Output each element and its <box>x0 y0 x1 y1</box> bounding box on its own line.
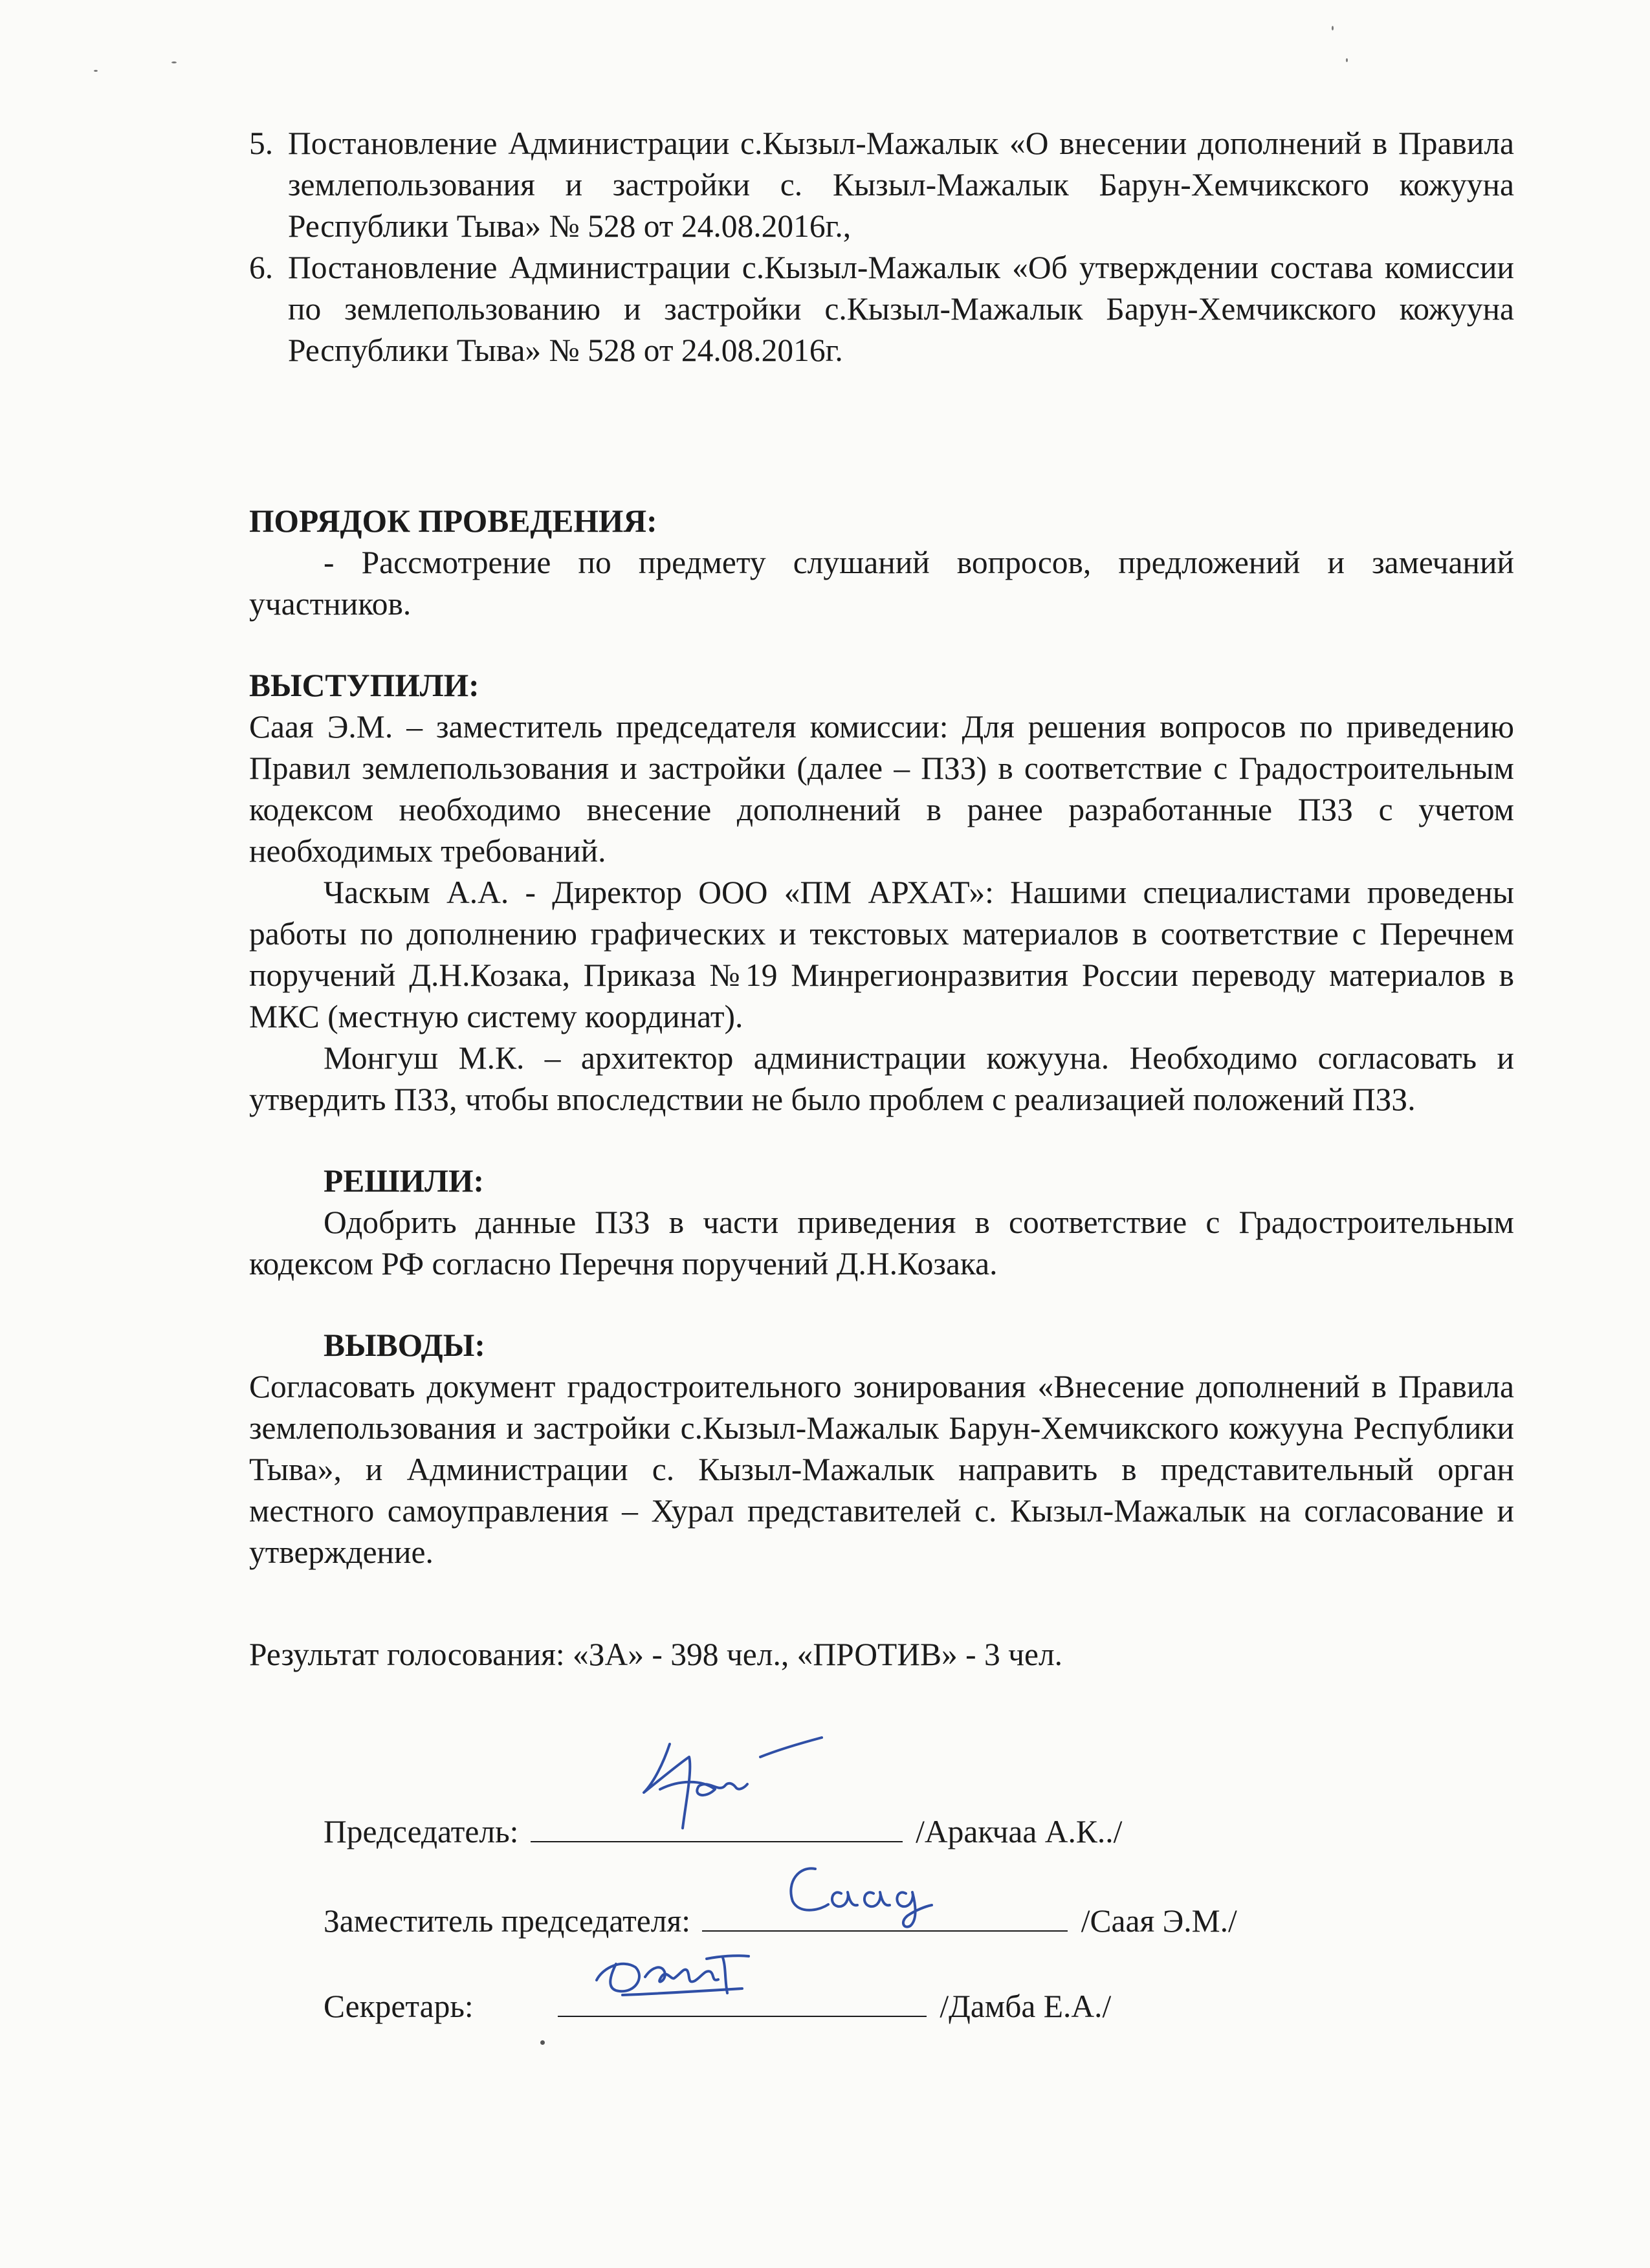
scan-speck <box>1346 58 1348 62</box>
conclusions-text: Согласовать документ градостроительного зонирования «Внесение дополнений в Правила землепользования и застройки с.Кызыл-Мажалык Барун-Хемчикского кожууна Республики Тыва», и Администрации с. Кызыл-Мажалык направить в представительный орган местного самоуправления – Хурал представителей с. Кызыл-Мажалык на согласование и утверждение. <box>249 1369 1514 1570</box>
speaker-paragraph: Часкым А.А. - Директор ООО «ПМ АРХАТ»: Нашими специалистами проведены работы по дополнению графических и текстовых материалов в соответствие с Перечнем поручений Д.Н.Козака, Приказа №19 Минрегионразвития России переводу материалов в МКС (местную систему координат). <box>249 875 1514 1034</box>
secretary-label: Секретарь: <box>324 1989 474 2024</box>
chairman-name: /Аракчаа А.К../ <box>916 1814 1123 1849</box>
secretary-signature-line <box>558 1990 927 2017</box>
secretary-signature-row <box>324 1986 1111 2027</box>
deputy-label: Заместитель председателя: <box>324 1903 690 1939</box>
list-item <box>249 247 1514 371</box>
secretary-name: /Дамба Е.А./ <box>940 1989 1112 2024</box>
conclusions-heading: ВЫВОДЫ: <box>324 1327 485 1363</box>
chairman-signature-image <box>531 1718 903 1848</box>
chairman-label: Председатель: <box>324 1814 519 1849</box>
speaker-paragraph: Саая Э.М. – заместитель председателя комиссии: Для решения вопросов по приведению Правил землепользования и застройки (далее – ПЗЗ) в соответствие с Градостроительным кодексом необходимо внесение дополнений в ранее разработанные ПЗЗ с учетом необходимых требований. <box>249 709 1514 869</box>
deputy-name: /Саая Э.М./ <box>1081 1903 1237 1939</box>
document-page <box>249 123 1514 1675</box>
decision-heading: РЕШИЛИ: <box>324 1163 484 1199</box>
scan-speck <box>1332 26 1334 30</box>
speaker-paragraph: Монгуш М.К. – архитектор администрации кожууна. Необходимо согласовать и утвердить ПЗЗ, чтобы впоследствии не было проблем с реализацией положений ПЗЗ. <box>249 1040 1514 1117</box>
list-item-number: 6. <box>249 250 274 285</box>
speakers-heading: ВЫСТУПИЛИ: <box>249 668 479 703</box>
decision-text: Одобрить данные ПЗЗ в части приведения в соответствие с Градостроительным кодексом РФ согласно Перечня поручений Д.Н.Козака. <box>249 1205 1514 1281</box>
list-item-text: Постановление Администрации с.Кызыл-Мажалык «Об утверждении состава комиссии по землепользованию и застройки с.Кызыл-Мажалык Барун-Хемчикского кожууна Республики Тыва» № 528 от 24.08.2016г. <box>288 250 1514 368</box>
order-heading: ПОРЯДОК ПРОВЕДЕНИЯ: <box>249 503 657 539</box>
chairman-signature-line <box>531 1815 903 1842</box>
vote-result: Результат голосования: «ЗА» - 398 чел., «ПРОТИВ» - 3 чел. <box>249 1637 1063 1672</box>
resolution-list <box>249 123 1514 371</box>
deputy-signature-line <box>702 1904 1068 1932</box>
deputy-signature-image <box>702 1843 1068 1934</box>
order-text: - Рассмотрение по предмету слушаний вопросов, предложений и замечаний участников. <box>249 545 1514 622</box>
secretary-signature-image <box>558 1932 927 2022</box>
list-item-number: 5. <box>249 125 274 161</box>
list-item <box>249 123 1514 247</box>
scan-speck <box>540 2040 545 2045</box>
list-item-text: Постановление Администрации с.Кызыл-Мажалык «О внесении дополнений в Правила землепользования и застройки с. Кызыл-Мажалык Барун-Хемчикского кожууна Республики Тыва» № 528 от 24.08.2016г., <box>288 125 1514 244</box>
scan-speck <box>171 61 177 63</box>
scan-speck <box>94 70 98 72</box>
